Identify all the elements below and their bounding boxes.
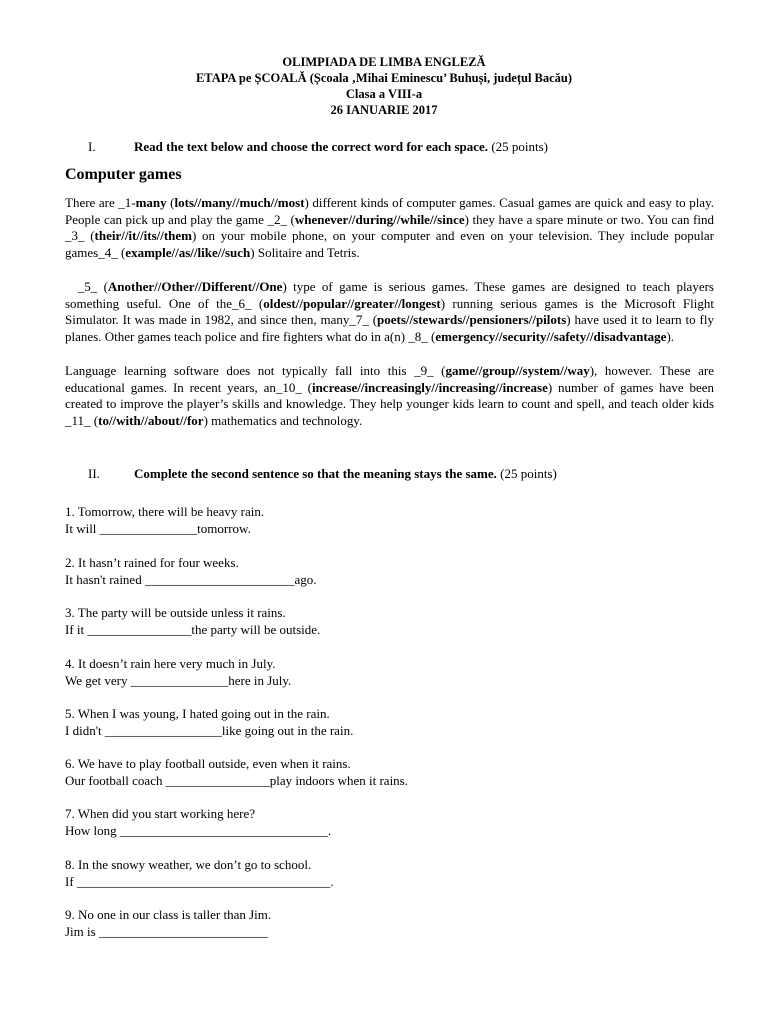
answer-line: If it ________________the party will be outside. bbox=[65, 622, 321, 637]
paragraph-text: ) Solitaire and Tetris. bbox=[250, 245, 360, 261]
question-prompt: 1. Tomorrow, there will be heavy rain. bbox=[65, 504, 265, 519]
paragraph-text: ), however. These are educational games. In recent years, an_10_ ( bbox=[65, 363, 715, 395]
question-prompt: 6. We have to play football outside, even when it rains. bbox=[65, 756, 351, 771]
text-title: Computer games bbox=[65, 166, 182, 183]
header-class: Clasa a VIII-a bbox=[345, 87, 423, 101]
paragraph-text: ) they have a spare minute or two. You can find _3_ ( bbox=[65, 211, 714, 244]
answer-line: It hasn't rained _______________________ago. bbox=[65, 572, 317, 587]
answer-options: increase//increasingly//increasing//increase bbox=[311, 379, 548, 395]
answer-options: example//as//like//such bbox=[125, 245, 251, 261]
question-prompt: 9. No one in our class is taller than Jim. bbox=[65, 907, 272, 922]
question-prompt: 2. It hasn’t rained for four weeks. bbox=[65, 555, 239, 570]
answer-options: oldest//popular//greater//longest bbox=[263, 295, 441, 311]
section-1-points: (25 points) bbox=[491, 139, 549, 154]
section-2-instruction: Complete the second sentence so that the meaning stays the same. bbox=[134, 466, 497, 481]
answer-line: If _______________________________________. bbox=[65, 874, 334, 889]
question-3 bbox=[65, 604, 320, 638]
answer-line: We get very _______________here in July. bbox=[65, 673, 292, 688]
paragraph-text: ) on your mobile phone, on your computer and even on your television. They include popular games_4_ ( bbox=[65, 228, 714, 261]
question-prompt: 7. When did you start working here? bbox=[65, 806, 256, 821]
question-1 bbox=[65, 503, 264, 537]
question-4 bbox=[65, 655, 291, 689]
question-9 bbox=[65, 906, 271, 940]
question-2 bbox=[65, 554, 316, 588]
question-prompt: 5. When I was young, I hated going out in the rain. bbox=[65, 706, 330, 721]
answer-options: Another//Other//Different//One bbox=[107, 279, 283, 294]
question-prompt: 8. In the snowy weather, we don’t go to school. bbox=[65, 857, 312, 872]
paragraph-text: ) have used it to learn to fly planes. Other games teach police and fire fighters what do in a(n) _8_ ( bbox=[65, 312, 714, 345]
answer-options: poets//stewards//pensioners//pilots bbox=[377, 312, 567, 328]
answer-options: lots//many//much//most bbox=[174, 195, 305, 210]
answer-line: Our football coach ________________play indoors when it rains. bbox=[65, 773, 408, 788]
paragraph-text: There are _1- bbox=[65, 195, 136, 210]
answer-line: I didn't __________________like going out in the rain. bbox=[65, 723, 354, 738]
header-stage: ETAPA pe ȘCOALĂ (Școala ‚Mihai Eminescu’ Buhuși, județul Bacău) bbox=[195, 71, 573, 85]
section-2-number: II. bbox=[88, 466, 100, 481]
paragraph-text: ) running serious games is the Microsoft Flight Simulator. It was made in 1982, and since then, many_7_ ( bbox=[65, 295, 715, 328]
question-prompt: 3. The party will be outside unless it rains. bbox=[65, 605, 286, 620]
paragraph-text: ( bbox=[166, 195, 175, 210]
paragraph-text: ). bbox=[666, 329, 675, 345]
paragraph-2 bbox=[65, 279, 714, 346]
answer-line: How long ________________________________. bbox=[65, 823, 332, 838]
paragraph-text: ) number of games have been created to improve the player’s skills and knowledge. They help younger kids learn to count and spell, and teach older kids _11_ ( bbox=[65, 379, 714, 429]
paragraph-3 bbox=[65, 363, 714, 430]
header-date: 26 IANUARIE 2017 bbox=[330, 103, 438, 117]
paragraph-text: _5_ ( bbox=[65, 279, 108, 294]
section-2-points: (25 points) bbox=[500, 466, 557, 481]
answer-options: emergency//security//safety//disadvantage bbox=[435, 329, 667, 345]
answer-options: whenever//during//while//since bbox=[294, 211, 465, 227]
paragraph-text: ) type of game is serious games. These games are designed to teach players something useful. One of the_6_ ( bbox=[65, 279, 714, 311]
section-2-heading bbox=[88, 466, 557, 482]
answer-options: game//group//system//way bbox=[445, 363, 590, 378]
question-8 bbox=[65, 856, 334, 890]
answer-line: Jim is __________________________ bbox=[65, 924, 268, 939]
answer-line: It will _______________tomorrow. bbox=[65, 521, 251, 536]
answer-options: many bbox=[135, 195, 167, 210]
paragraph-text: ) different kinds of computer games. Casual games are quick and easy to play. People can pick up and play the game _2_ ( bbox=[65, 195, 714, 227]
question-7 bbox=[65, 805, 331, 839]
answer-options: to//with//about//for bbox=[98, 413, 204, 429]
paragraph-1 bbox=[65, 195, 714, 262]
question-6 bbox=[65, 755, 408, 789]
question-5 bbox=[65, 705, 353, 739]
section-1-number: I. bbox=[88, 139, 96, 154]
paragraph-text: ) mathematics and technology. bbox=[203, 413, 363, 429]
section-1-heading bbox=[88, 139, 548, 155]
question-prompt: 4. It doesn’t rain here very much in July. bbox=[65, 656, 276, 671]
section-1-instruction: Read the text below and choose the correct word for each space. bbox=[134, 139, 489, 154]
header-title: OLIMPIADA DE LIMBA ENGLEZĂ bbox=[282, 55, 486, 69]
paragraph-text: Language learning software does not typically fall into this _9_ ( bbox=[65, 363, 446, 378]
answer-options: their//it//its//them bbox=[94, 228, 193, 244]
